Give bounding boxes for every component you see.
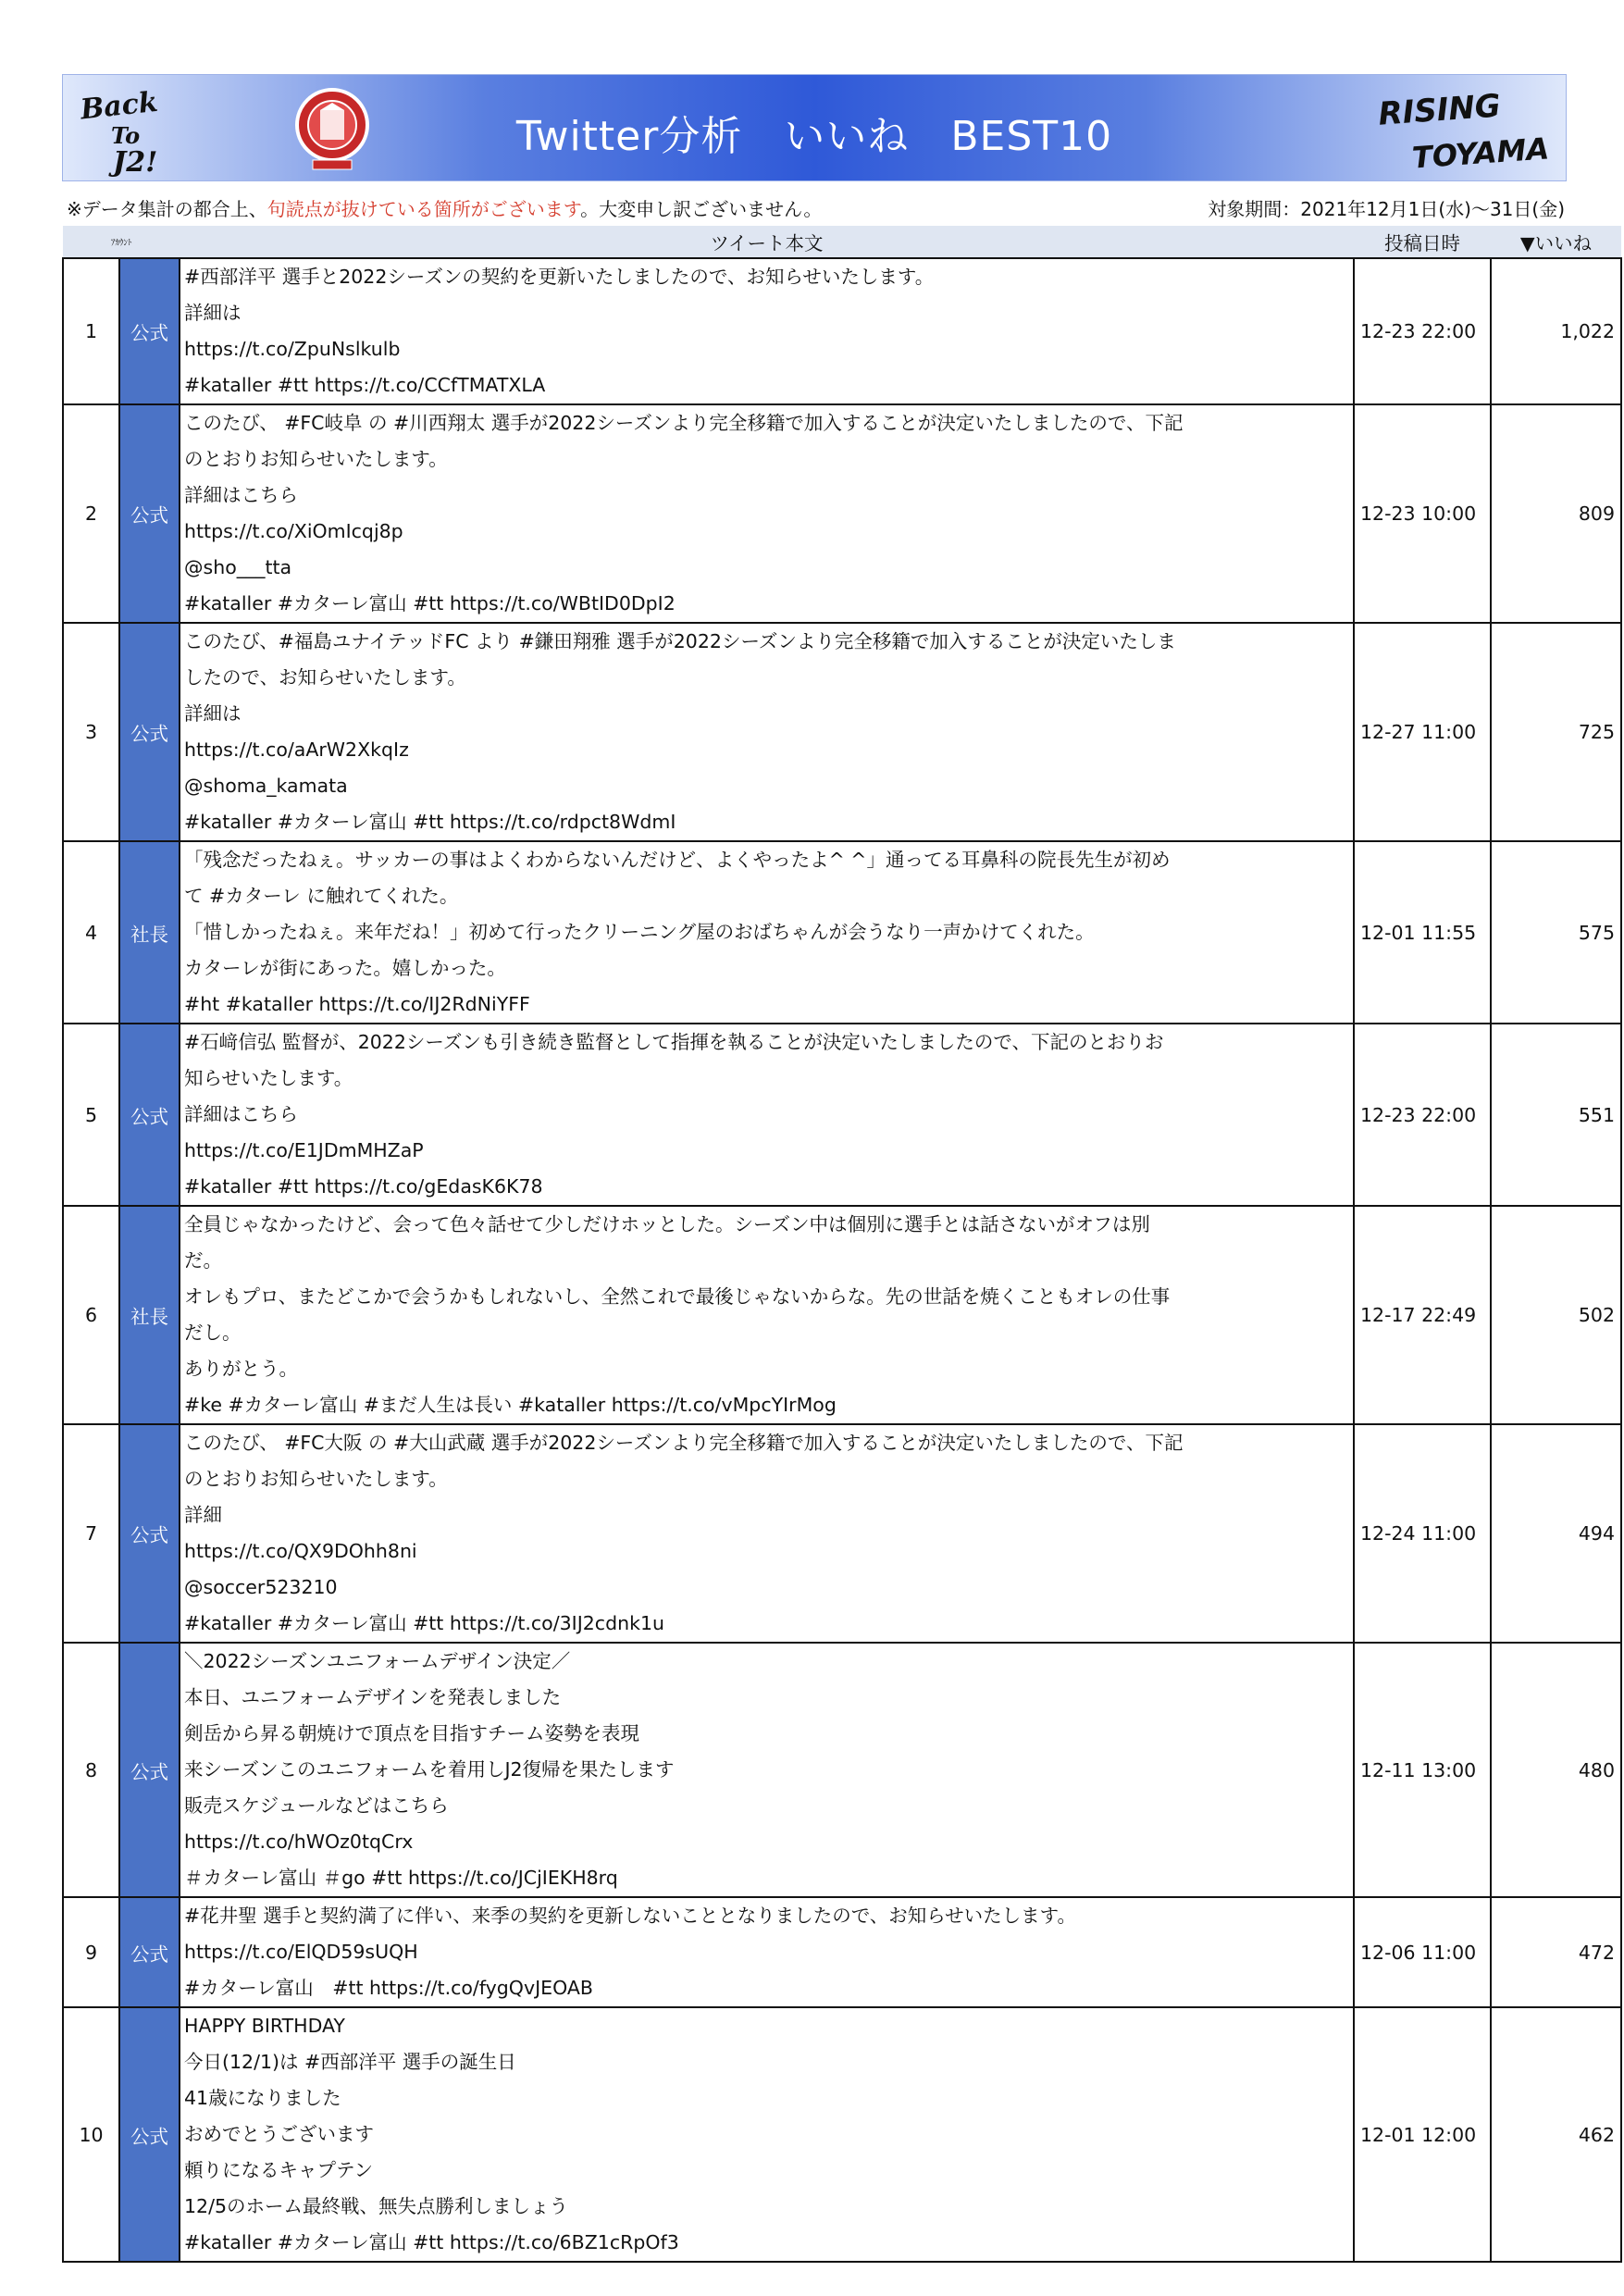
tweet-line: @shoma_kamata [184,775,348,797]
rank-cell: 5 [63,1024,119,1206]
tweet-line: #花井聖 選手と契約満了に伴い、来季の契約を更新しないこととなりましたので、お知らせいたします。 [184,1905,1077,1927]
rank-cell: 7 [63,1424,119,1643]
tweet-line: このたび、#福島ユナイテッドFC より #鎌田翔雅 選手が2022シーズンより完全移籍で加入することが決定いたしま [184,630,1176,652]
tweet-line: したので、お知らせいたします。 [184,666,466,689]
tweet-line: 本日、ユニフォームデザインを発表しました [184,1686,562,1708]
tweet-cell [180,404,1354,623]
tweet-line: 知らせいたします。 [184,1067,353,1089]
table-row [63,1897,1621,2007]
tweet-cell [180,1024,1354,1206]
svg-text:To: To [111,122,141,149]
table-row [63,1024,1621,1206]
rank-cell: 4 [63,841,119,1024]
table-row [63,1424,1621,1643]
account-cell: 社長 [119,1206,180,1424]
tweet-line: #ht #kataller https://t.co/IJ2RdNiYFF [184,993,530,1015]
tweet-line: 「惜しかったねぇ。来年だね！」初めて行ったクリーニング屋のおばちゃんが会うなり一声かけてくれた。 [184,921,1095,943]
date-cell: 12-11 13:00 [1354,1643,1491,1897]
rank-cell: 6 [63,1206,119,1424]
tweet-line: HAPPY BIRTHDAY [184,2015,345,2037]
tweet-line: このたび、 #FC大阪 の #大山武蔵 選手が2022シーズンより完全移籍で加入することが決定いたしましたので、下記 [184,1432,1184,1454]
data-notice [67,194,822,221]
tweet-line: #kataller #tt https://t.co/CCfTMATXLA [184,374,546,396]
notice-text: ※データ集計の都合上、 [67,198,267,220]
date-cell: 12-23 10:00 [1354,404,1491,623]
tweet-line: ＃カターレ富山 ＃go #tt https://t.co/JCjIEKH8rq [184,1867,618,1889]
tweet-line: 今日(12/1)は #西部洋平 選手の誕生日 [184,2051,516,2073]
column-header-tweet: ツイート本文 [180,226,1354,258]
column-header-date: 投稿日時 [1354,226,1491,258]
tweet-cell [180,623,1354,841]
date-cell: 12-23 22:00 [1354,1024,1491,1206]
period-label: 対象期間：2021年12月1日(水)〜31日(金) [1208,198,1565,220]
tweet-line: https://t.co/XiOmIcqj8p [184,520,403,542]
date-cell: 12-01 11:55 [1354,841,1491,1024]
table-header-row [63,226,1621,258]
tweet-line: 詳細はこちら [184,1103,299,1125]
tweet-line: #カターレ富山 #tt https://t.co/fygQvJEOAB [184,1977,593,1999]
notice-highlight: 句読点が抜けている箇所がございます [267,198,581,220]
account-cell: 公式 [119,258,180,404]
table-row [63,258,1621,404]
likes-cell: 462 [1491,2007,1621,2262]
tweet-line: 全員じゃなかったけど、会って色々話せて少しだけホッとした。シーズン中は個別に選手とは話さないがオフは別 [184,1213,1150,1235]
likes-cell: 575 [1491,841,1621,1024]
tweet-line: 詳細は [184,302,242,324]
tweet-line: おめでとうございます [184,2123,375,2145]
account-cell: 社長 [119,841,180,1024]
table-row [63,1206,1621,1424]
svg-text:RISING: RISING [1377,87,1502,133]
tweet-line: 「残念だったねぇ。サッカーの事はよくわからないんだけど、よくやったよ^ ^」通ってる耳鼻科の院長先生が初め [184,849,1171,871]
tweet-line: #石﨑信弘 監督が、2022シーズンも引き続き監督として指揮を執ることが決定いたしましたので、下記のとおりお [184,1031,1164,1053]
tweet-line: https://t.co/hWOz0tqCrx [184,1831,414,1853]
rank-cell: 8 [63,1643,119,1897]
likes-cell: 1,022 [1491,258,1621,404]
tweet-line: 来シーズンこのユニフォームを着用しJ2復帰を果たします [184,1758,675,1781]
likes-cell: 502 [1491,1206,1621,1424]
tweet-cell [180,258,1354,404]
tweet-line: このたび、 #FC岐阜 の #川西翔太 選手が2022シーズンより完全移籍で加入することが決定いたしましたので、下記 [184,412,1184,434]
header-banner [62,74,1567,181]
likes-cell: 809 [1491,404,1621,623]
tweet-line: ありがとう。 [184,1358,299,1380]
account-cell: 公式 [119,1643,180,1897]
account-cell: 公式 [119,2007,180,2262]
tweet-cell [180,1643,1354,1897]
svg-text:J2!: J2! [113,146,158,179]
tweet-line: https://t.co/ElQD59sUQH [184,1941,418,1963]
table-row [63,2007,1621,2262]
table-row [63,623,1621,841]
column-header-account: ｱｶｳﾝﾄ [63,226,180,258]
tweet-line: カターレが街にあった。嬉しかった。 [184,957,506,979]
tweet-line: 12/5のホーム最終戦、無失点勝利しましょう [184,2195,569,2217]
ranking-table [62,226,1622,2263]
tweet-line: 販売スケジュールなどはこちら [184,1794,449,1817]
likes-cell: 551 [1491,1024,1621,1206]
likes-cell: 472 [1491,1897,1621,2007]
rank-cell: 2 [63,404,119,623]
tweet-line: ＼2022シーズンユニフォームデザイン決定／ [184,1650,571,1672]
likes-cell: 494 [1491,1424,1621,1643]
rank-cell: 1 [63,258,119,404]
tweet-line: て #カターレ に触れてくれた。 [184,885,459,907]
likes-cell: 725 [1491,623,1621,841]
svg-text:TOYAMA: TOYAMA [1410,130,1551,176]
rising-toyama-logo [1371,81,1556,177]
account-cell: 公式 [119,623,180,841]
tweet-line: @sho___tta [184,556,292,578]
tweet-line: https://t.co/QX9DOhh8ni [184,1540,417,1562]
tweet-line: #kataller #カターレ富山 #tt https://t.co/6BZ1cRpOf3 [184,2231,679,2253]
tweet-cell [180,1424,1354,1643]
table-row [63,404,1621,623]
tweet-line: 剣岳から昇る朝焼けで頂点を目指すチーム姿勢を表現 [184,1722,640,1744]
tweet-line: のとおりお知らせいたします。 [184,448,448,470]
tweet-line: #西部洋平 選手と2022シーズンの契約を更新いたしましたので、お知らせいたします。 [184,266,935,288]
tweet-line: 詳細は [184,702,242,725]
tweet-line: 41歳になりました [184,2087,341,2109]
tweet-line: #kataller #カターレ富山 #tt https://t.co/3IJ2cdnk1u [184,1612,664,1634]
rank-cell: 9 [63,1897,119,2007]
tweet-line: #kataller #カターレ富山 #tt https://t.co/rdpct8WdmI [184,811,676,833]
tweet-cell [180,1897,1354,2007]
tweet-line: #ke #カターレ富山 #まだ人生は長い #kataller https://t.co/vMpcYIrMog [184,1394,837,1416]
tweet-line: オレもプロ、またどこかで会うかもしれないし、全然これで最後じゃないからな。先の世話を焼くこともオレの仕事 [184,1285,1171,1308]
svg-text:Back: Back [79,85,160,127]
tweet-cell [180,1206,1354,1424]
tweet-line: @soccer523210 [184,1576,338,1598]
date-cell: 12-17 22:49 [1354,1206,1491,1424]
tweet-line: 詳細はこちら [184,484,299,506]
likes-cell: 480 [1491,1643,1621,1897]
account-cell: 公式 [119,1424,180,1643]
page-title: Twitter分析 いいね BEST10 [515,113,1113,160]
tweet-line: #kataller #カターレ富山 #tt https://t.co/WBtID0DpI2 [184,592,676,614]
account-cell: 公式 [119,1897,180,2007]
table-body [63,258,1621,2262]
tweet-cell [180,2007,1354,2262]
tweet-line: 頼りになるキャプテン [184,2159,373,2181]
date-cell: 12-01 12:00 [1354,2007,1491,2262]
date-cell: 12-23 22:00 [1354,258,1491,404]
notice-text-end: 。大変申し訳ございません。 [580,198,823,220]
tweet-line: のとおりお知らせいたします。 [184,1468,448,1490]
account-cell: 公式 [119,1024,180,1206]
rank-cell: 3 [63,623,119,841]
tweet-cell [180,841,1354,1024]
rank-cell: 10 [63,2007,119,2262]
table-row [63,1643,1621,1897]
account-cell: 公式 [119,404,180,623]
tweet-line: https://t.co/E1JDmMHZaP [184,1139,424,1161]
tweet-line: だし。 [184,1322,242,1344]
date-cell: 12-27 11:00 [1354,623,1491,841]
tweet-line: 詳細 [184,1504,223,1526]
date-cell: 12-24 11:00 [1354,1424,1491,1643]
tweet-line: https://t.co/ZpuNslkulb [184,338,401,360]
tweet-line: https://t.co/aArW2XkqIz [184,738,409,761]
tweet-line: だ。 [184,1249,223,1272]
table-row [63,841,1621,1024]
date-cell: 12-06 11:00 [1354,1897,1491,2007]
tweet-line: #kataller #tt https://t.co/gEdasK6K78 [184,1175,543,1198]
column-header-likes: ▼いいね [1491,226,1621,258]
